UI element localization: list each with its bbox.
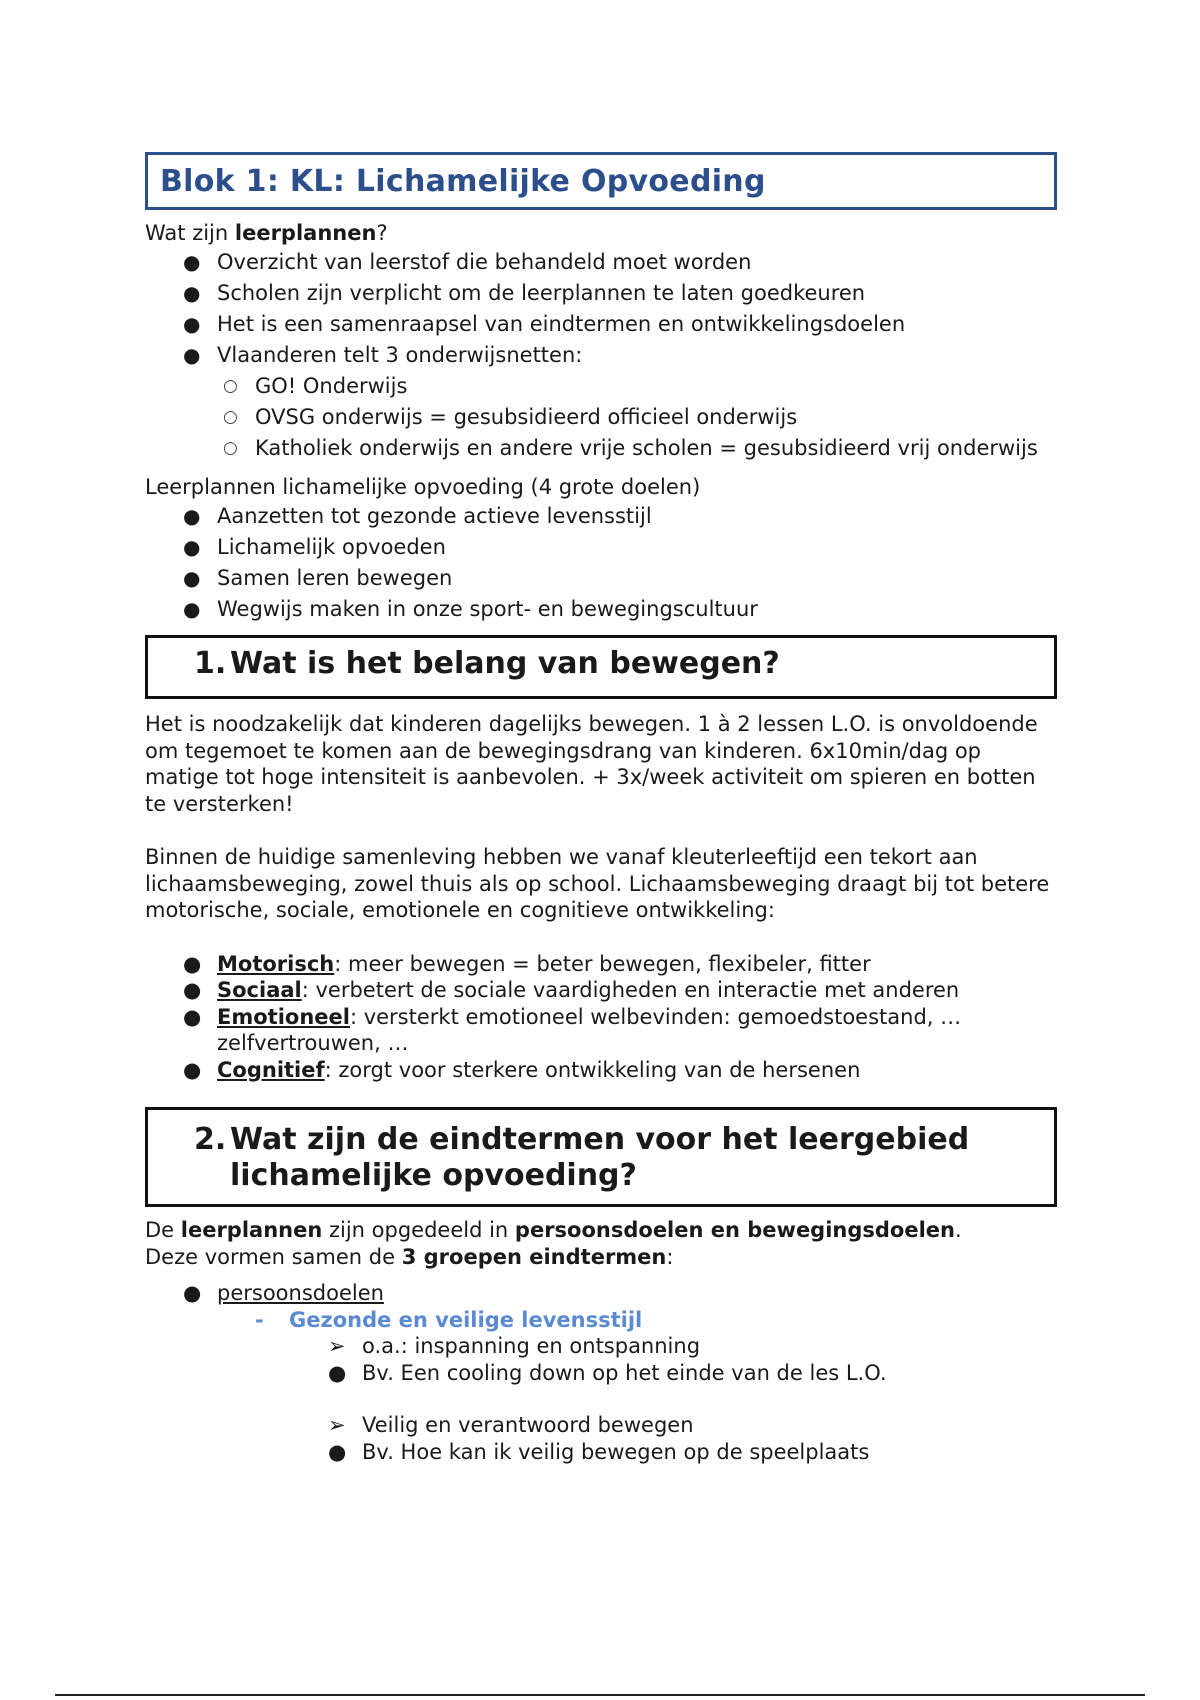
bullet-icon: ● xyxy=(183,951,202,976)
list-item xyxy=(183,951,1057,978)
development-list xyxy=(145,951,1057,1084)
sub-heading-gezonde-levensstijl: Gezonde en veilige levensstijl xyxy=(289,1307,643,1332)
list-item-text: GO! Onderwijs xyxy=(255,374,408,398)
circle-bullet-icon: ○ xyxy=(223,407,238,427)
section-2-number: 2. xyxy=(194,1122,227,1157)
sub-heading-row xyxy=(145,1307,1057,1334)
text-fragment: De xyxy=(145,1218,181,1242)
list-item xyxy=(183,532,1057,563)
section-1-heading-box xyxy=(145,635,1057,699)
list-item-text: Lichamelijk opvoeden xyxy=(217,535,446,559)
list-item-text: Scholen zijn verplicht om de leerplannen te laten goedkeuren xyxy=(217,281,866,305)
text-fragment: . xyxy=(955,1218,962,1242)
bullet-icon: ● xyxy=(183,281,201,305)
arrow-row xyxy=(145,1412,1057,1439)
list-item xyxy=(223,433,1057,464)
list-item xyxy=(223,402,1057,433)
list-item xyxy=(183,278,1057,309)
bullet-icon: ● xyxy=(183,504,201,528)
example-item-text: Bv. Hoe kan ik veilig bewegen op de speelplaats xyxy=(362,1439,870,1464)
circle-bullet-icon: ○ xyxy=(223,376,238,396)
intro-question xyxy=(145,220,1057,247)
list-item-text: OVSG onderwijs = gesubsidieerd officieel onderwijs xyxy=(255,405,798,429)
bullet-icon: ● xyxy=(183,250,201,274)
arrow-row xyxy=(145,1333,1057,1360)
document-page xyxy=(145,152,1057,1465)
bullet-icon: ● xyxy=(328,1439,347,1464)
page-bottom-rule xyxy=(55,1694,1145,1696)
onderwijsnetten-list xyxy=(183,371,1057,464)
bold-leerplannen: leerplannen xyxy=(180,1218,323,1242)
bullet-icon: ● xyxy=(183,312,201,336)
text-fragment: zijn opgedeeld in xyxy=(322,1218,515,1242)
goals-heading: Leerplannen lichamelijke opvoeding (4 grote doelen) xyxy=(145,475,701,499)
example-item-text: Bv. Een cooling down op het einde van de les L.O. xyxy=(362,1360,887,1385)
persoonsdoelen-label: persoonsdoelen xyxy=(217,1281,384,1305)
arrow-icon: ➢ xyxy=(328,1334,346,1358)
term-emotioneel: Emotioneel xyxy=(217,1004,350,1029)
intro-question-suffix: ? xyxy=(376,221,388,245)
list-item-text: Katholiek onderwijs en andere vrije scholen = gesubsidieerd vrij onderwijs xyxy=(255,436,1038,460)
bullet-icon: ● xyxy=(183,566,201,590)
intro-bullet-list xyxy=(145,247,1057,371)
list-item-text: : meer bewegen = beter bewegen, flexibeler, fitter xyxy=(334,951,871,976)
list-item xyxy=(183,309,1057,340)
bold-eindtermen: 3 groepen eindtermen xyxy=(401,1244,667,1269)
bullet-icon: ● xyxy=(183,1281,202,1305)
example-row xyxy=(145,1439,1057,1466)
section-1-paragraph-2: Binnen de huidige samenleving hebben we vanaf kleuterleeftijd een tekort aan lichaamsbeweging, zowel thuis als op school. Lichaamsbeweging draagt bij tot betere motorische, sociale, emotionele en cognitieve ontwikkeling: xyxy=(145,845,1050,922)
eindtermen-list xyxy=(145,1280,1057,1307)
list-item xyxy=(183,1004,1057,1057)
list-item xyxy=(223,371,1057,402)
text-fragment: Deze vormen samen de xyxy=(145,1244,402,1269)
list-item xyxy=(183,594,1057,625)
section-1-number: 1. xyxy=(194,646,227,681)
section-2-line-1 xyxy=(145,1217,1057,1244)
bullet-icon: ● xyxy=(183,343,201,367)
page-title: Blok 1: KL: Lichamelijke Opvoeding xyxy=(160,163,766,199)
term-cognitief: Cognitief xyxy=(217,1057,325,1082)
list-item xyxy=(183,977,1057,1004)
list-item-text: Aanzetten tot gezonde actieve levensstijl xyxy=(217,504,652,528)
list-item-text: Het is een samenraapsel van eindtermen en ontwikkelingsdoelen xyxy=(217,312,906,336)
list-item xyxy=(183,563,1057,594)
list-item-text: Wegwijs maken in onze sport- en bewegingscultuur xyxy=(217,597,758,621)
bullet-icon: ● xyxy=(183,978,202,1002)
example-row xyxy=(145,1360,1057,1387)
title-box xyxy=(145,152,1057,210)
goals-bullet-list xyxy=(145,501,1057,625)
intro-question-prefix: Wat zijn xyxy=(145,221,235,245)
section-2-line-2 xyxy=(145,1244,1057,1271)
list-item-text: : versterkt emotioneel welbevinden: gemoedstoestand, … zelfvertrouwen, … xyxy=(217,1004,962,1055)
text-fragment: : xyxy=(666,1244,674,1269)
list-item-text: : zorgt voor sterkere ontwikkeling van de hersenen xyxy=(324,1057,861,1082)
term-sociaal: Sociaal xyxy=(217,978,302,1002)
bold-doelen: persoonsdoelen en bewegingsdoelen xyxy=(514,1218,955,1242)
list-item xyxy=(183,340,1057,371)
section-2-heading: Wat zijn de eindtermen voor het leergebied lichamelijke opvoeding? xyxy=(230,1122,970,1193)
list-item-text: Samen leren bewegen xyxy=(217,566,453,590)
arrow-item-text: Veilig en verantwoord bewegen xyxy=(362,1413,694,1437)
arrow-item-text: o.a.: inspanning en ontspanning xyxy=(362,1334,701,1358)
arrow-icon: ➢ xyxy=(328,1413,346,1437)
list-item xyxy=(183,1280,1057,1307)
list-item xyxy=(183,1057,1057,1084)
list-item xyxy=(183,501,1057,532)
bullet-icon: ● xyxy=(328,1360,347,1385)
section-1-heading: Wat is het belang van bewegen? xyxy=(230,646,780,681)
bullet-icon: ● xyxy=(183,1004,202,1029)
term-motorisch: Motorisch xyxy=(217,951,335,976)
bullet-icon: ● xyxy=(183,1057,202,1082)
bullet-icon: ● xyxy=(183,535,201,559)
dash-bullet-icon: - xyxy=(255,1307,264,1332)
section-2-heading-box xyxy=(145,1107,1057,1207)
bullet-icon: ● xyxy=(183,597,201,621)
list-item xyxy=(183,247,1057,278)
list-item-text: : verbetert de sociale vaardigheden en interactie met anderen xyxy=(301,978,960,1002)
section-1-paragraph-1: Het is noodzakelijk dat kinderen dagelijks bewegen. 1 à 2 lessen L.O. is onvoldoende om tegemoet te komen aan de bewegingsdrang van kinderen. 6x10min/dag op matige tot hoge intensiteit is aanbevolen. + 3x/week activiteit om spieren en botten te versterken! xyxy=(145,712,1038,816)
circle-bullet-icon: ○ xyxy=(223,438,238,458)
intro-question-bold: leerplannen xyxy=(234,221,377,245)
list-item-text: Vlaanderen telt 3 onderwijsnetten: xyxy=(217,343,583,367)
list-item-text: Overzicht van leerstof die behandeld moet worden xyxy=(217,250,752,274)
